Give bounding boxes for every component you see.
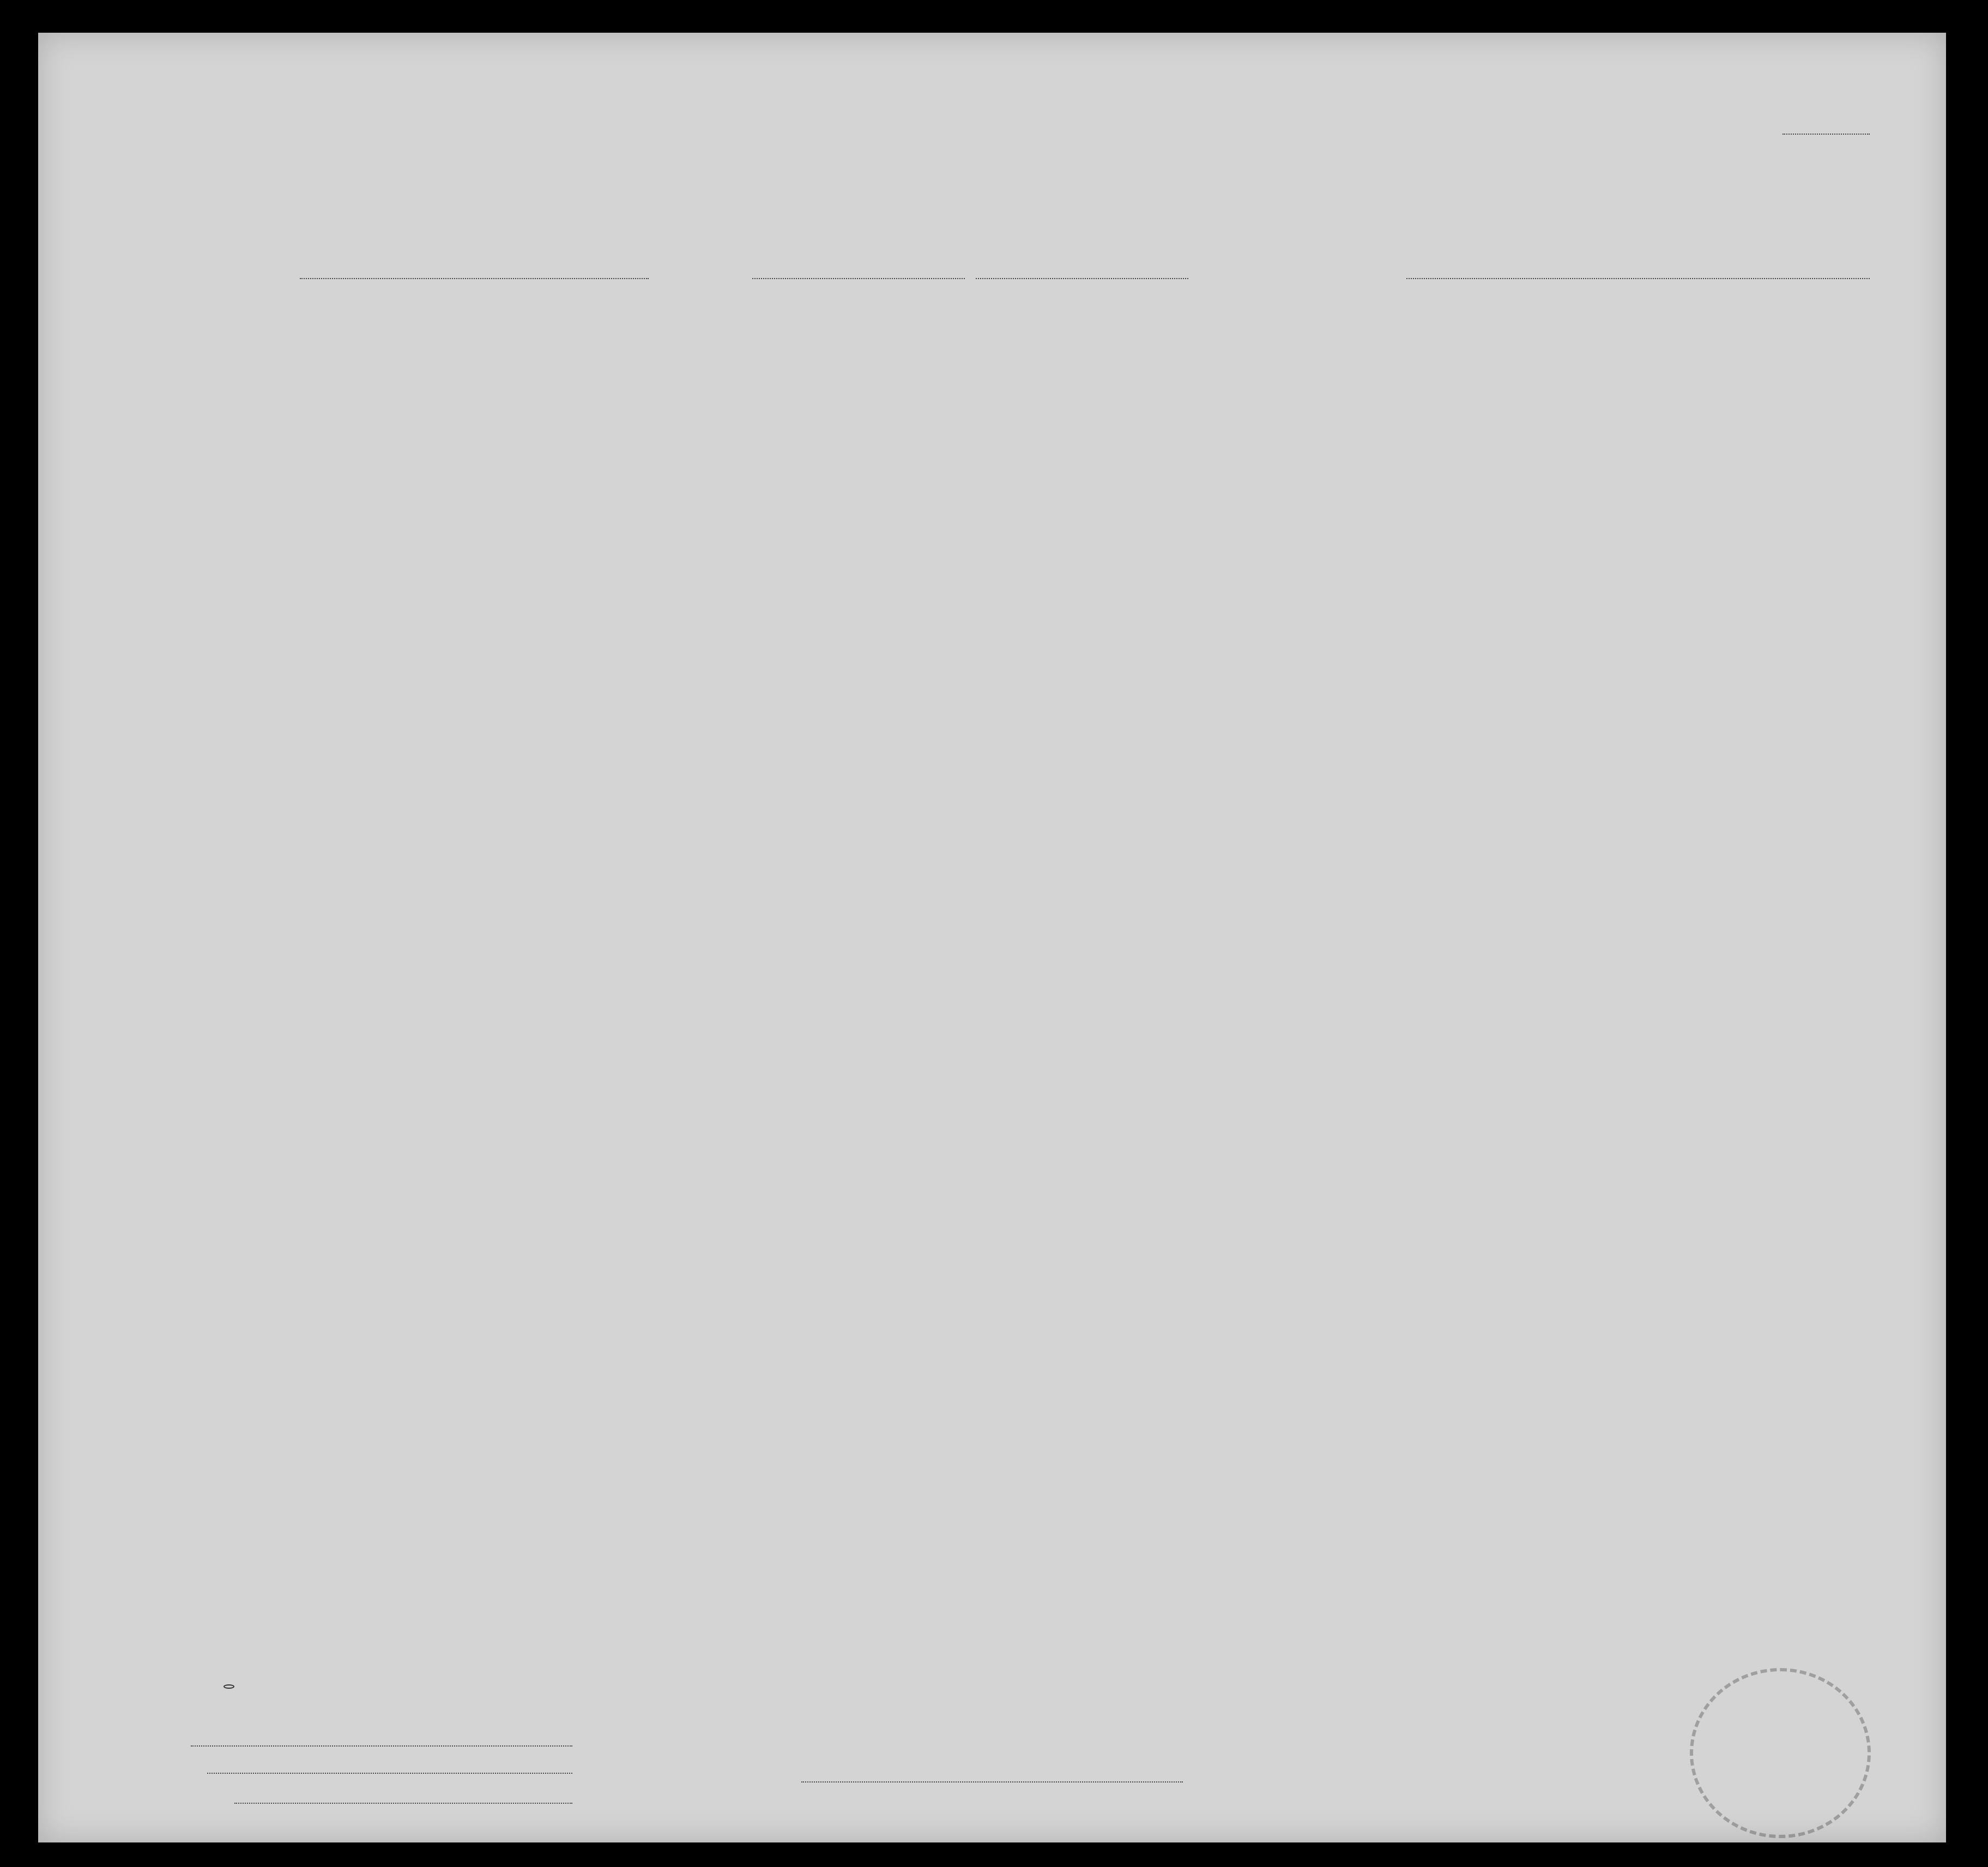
manifest-sheet: [38, 33, 1946, 1842]
manifest-grid: [38, 33, 1946, 1842]
crew-count-note: [223, 1684, 234, 1689]
official-stamp: [1690, 1668, 1871, 1838]
